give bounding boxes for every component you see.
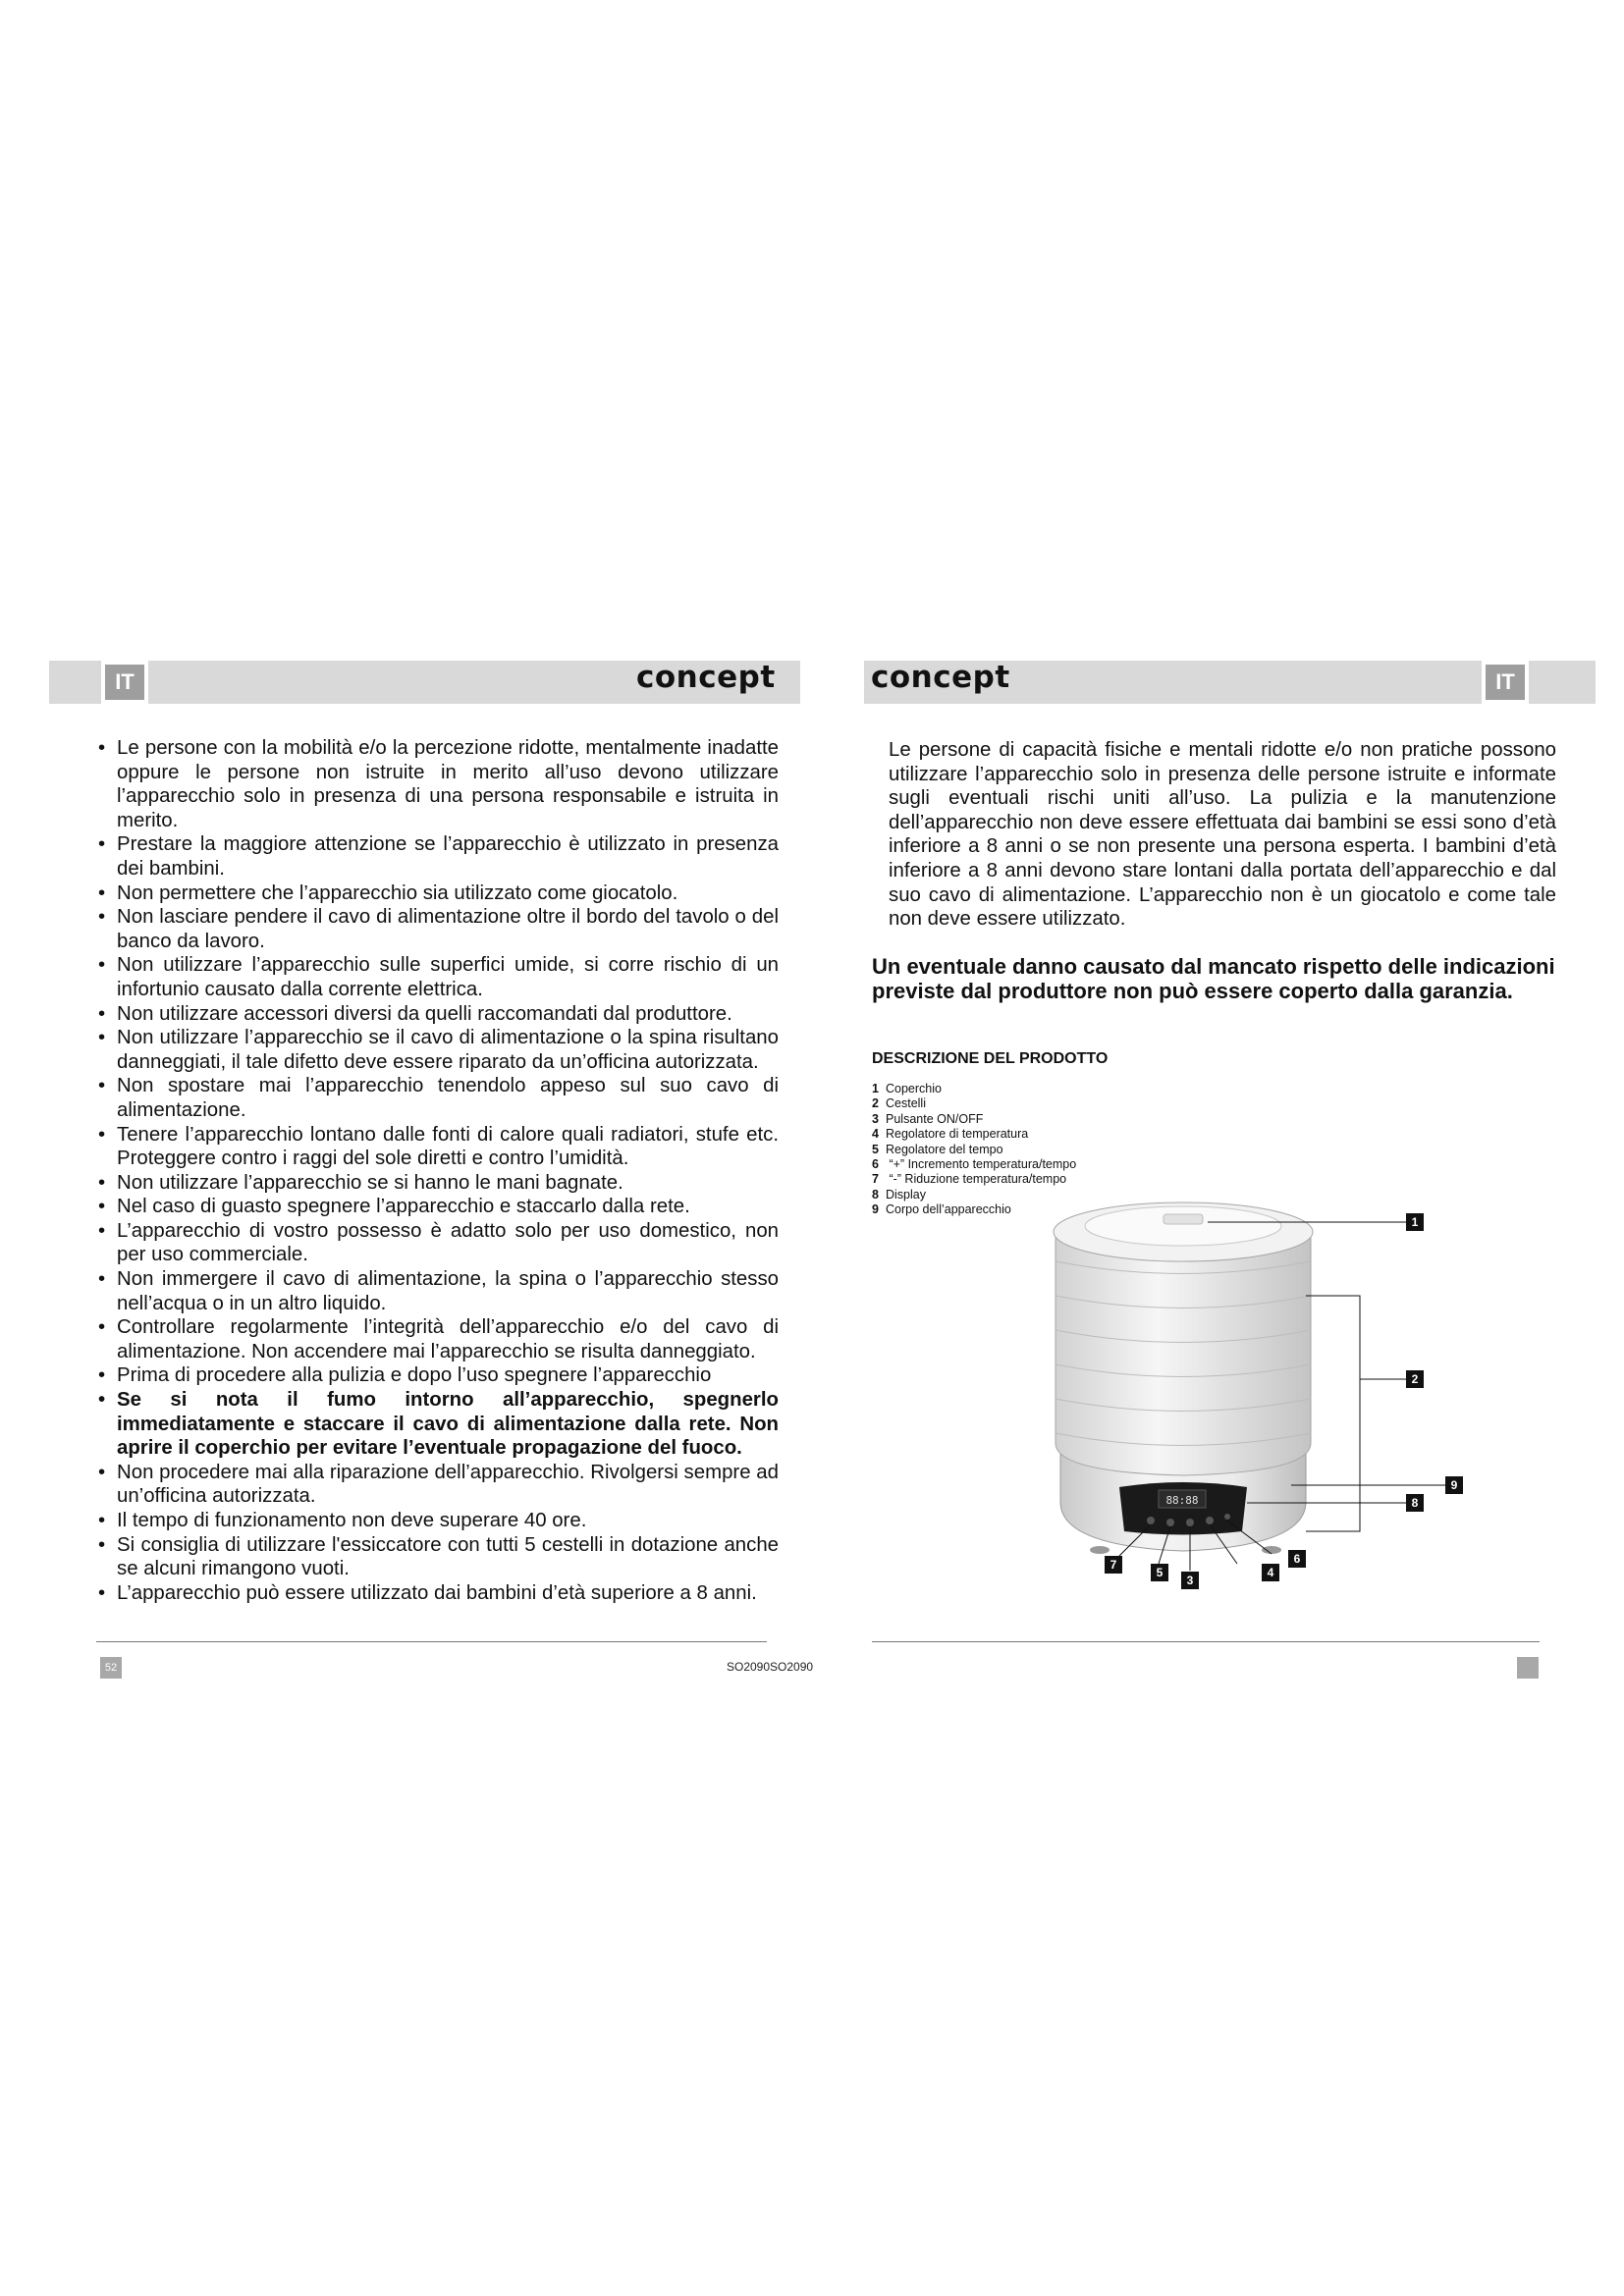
language-badge-right: IT: [1486, 665, 1525, 700]
page-number-left: 52: [100, 1657, 122, 1679]
warranty-notice: Un eventuale danno causato dal mancato rispetto delle indicazioni previste dal produttore non può essere coperto dalla garanzia.: [872, 954, 1555, 1003]
legend-item: 8 Display: [872, 1187, 926, 1201]
callout-3: 3: [1181, 1572, 1199, 1589]
list-item: • Prima di procedere alla pulizia e dopo l’uso spegnere l’apparecchio: [95, 1363, 779, 1388]
legend-item: 1 Coperchio: [872, 1082, 942, 1095]
callout-2: 2: [1406, 1370, 1424, 1388]
dehydrator-diagram: [1041, 1193, 1492, 1625]
list-item: • Controllare regolarmente l’integrità dell’apparecchio e/o del cavo di alimentazione. Non accendere mai l’apparecchio se risulta danneggiato.: [95, 1315, 779, 1363]
footer-rule-left: [96, 1641, 767, 1642]
list-item: • L’apparecchio può essere utilizzato dai bambini d’età superiore a 8 anni.: [95, 1581, 779, 1606]
legend-item: 5 Regolatore del tempo: [872, 1142, 1003, 1156]
list-item: • Il tempo di funzionamento non deve superare 40 ore.: [95, 1509, 779, 1533]
list-item: • Non immergere il cavo di alimentazione, la spina o l’apparecchio stesso nell’acqua o in un altro liquido.: [95, 1267, 779, 1315]
brand-logo-right: concept: [871, 660, 1010, 695]
list-item: • Tenere l’apparecchio lontano dalle fonti di calore quali radiatori, stufe etc. Proteggere contro i raggi del sole diretti e contro l’umidità.: [95, 1123, 779, 1171]
callout-4: 4: [1262, 1564, 1279, 1581]
list-item: • Le persone con la mobilità e/o la percezione ridotte, mentalmente inadatte oppure le persone non istruite in merito all’uso devono utilizzare l’apparecchio solo in presenza di una persona responsabile e istruita in merito.: [95, 736, 779, 832]
list-item: • Non utilizzare accessori diversi da quelli raccomandati dal produttore.: [95, 1002, 779, 1027]
list-item: • Non utilizzare l’apparecchio se il cavo di alimentazione o la spina risultano danneggiati, il tale difetto deve essere riparato da un’officina autorizzata.: [95, 1026, 779, 1074]
capability-paragraph: Le persone di capacità fisiche e mentali ridotte e/o non pratiche possono utilizzare l’apparecchio solo in presenza delle persone istruite e informate sugli eventuali rischi uniti all’uso. La pulizia e la manutenzione dell’apparecchio non deve essere effettuata dai bambini se essi sono d’età inferiore a 8 anni o se non presente una persona esperta. I bambini d’età inferiore a 8 anni devono stare lontani dalla portata dell’apparecchio e dal suo cavo di alimentazione. L’apparecchio non è un giocatolo e come tale non deve essere utilizzato.: [889, 739, 1556, 931]
callout-9: 9: [1445, 1476, 1463, 1494]
legend-item: 3 Pulsante ON/OFF: [872, 1111, 984, 1126]
list-item: • Non lasciare pendere il cavo di alimentazione oltre il bordo del tavolo o del banco da lavoro.: [95, 905, 779, 953]
callout-6: 6: [1288, 1550, 1306, 1568]
brand-logo-left: concept: [636, 660, 776, 695]
safety-instructions-list: [95, 736, 779, 1605]
footer-rule-right: [872, 1641, 1540, 1642]
callout-1: 1: [1406, 1213, 1424, 1231]
legend-item: 6 “+” Incremento temperatura/tempo: [872, 1157, 1077, 1172]
list-item: • Non utilizzare l’apparecchio sulle superfici umide, si corre rischio di un infortunio causato dalla corrente elettrica.: [95, 953, 779, 1001]
callout-7: 7: [1105, 1556, 1122, 1574]
list-item: • Non spostare mai l’apparecchio tenendolo appeso sul suo cavo di alimentazione.: [95, 1074, 779, 1122]
language-badge-left: IT: [105, 665, 144, 700]
callout-5: 5: [1151, 1564, 1168, 1581]
list-item: • Non permettere che l’apparecchio sia utilizzato come giocatolo.: [95, 881, 779, 906]
list-item: • Si consiglia di utilizzare l'essiccatore con tutti 5 cestelli in dotazione anche se alcuni rimangono vuoti.: [95, 1533, 779, 1581]
callout-8: 8: [1406, 1494, 1424, 1512]
legend-item: 7 “-” Riduzione temperatura/tempo: [872, 1172, 1067, 1187]
display-readout: 88:88: [1165, 1494, 1199, 1507]
smoke-warning-item: • Se si nota il fumo intorno all’apparecchio, spegnerlo immediatamente e staccare il cavo di alimentazione dalla rete. Non aprire il coperchio per evitare l’eventuale propagazione del fuoco.: [95, 1388, 779, 1461]
product-description-title: DESCRIZIONE DEL PRODOTTO: [872, 1050, 1109, 1067]
list-item: • L’apparecchio di vostro possesso è adatto solo per uso domestico, non per uso commerciale.: [95, 1219, 779, 1267]
legend-item: 2 Cestelli: [872, 1096, 926, 1111]
list-item: • Nel caso di guasto spegnere l’apparecchio e staccarlo dalla rete.: [95, 1195, 779, 1219]
list-item: • Prestare la maggiore attenzione se l’apparecchio è utilizzato in presenza dei bambini.: [95, 832, 779, 881]
list-item: • Non utilizzare l’apparecchio se si hanno le mani bagnate.: [95, 1171, 779, 1196]
legend-item: 9 Corpo dell’apparecchio: [872, 1202, 1011, 1217]
list-item: • Non procedere mai alla riparazione dell’apparecchio. Rivolgersi sempre ad un’officina autorizzata.: [95, 1461, 779, 1509]
model-number: SO2090SO2090: [727, 1660, 814, 1674]
page-number-right: [1517, 1657, 1539, 1679]
legend-item: 4 Regolatore di temperatura: [872, 1127, 1029, 1142]
